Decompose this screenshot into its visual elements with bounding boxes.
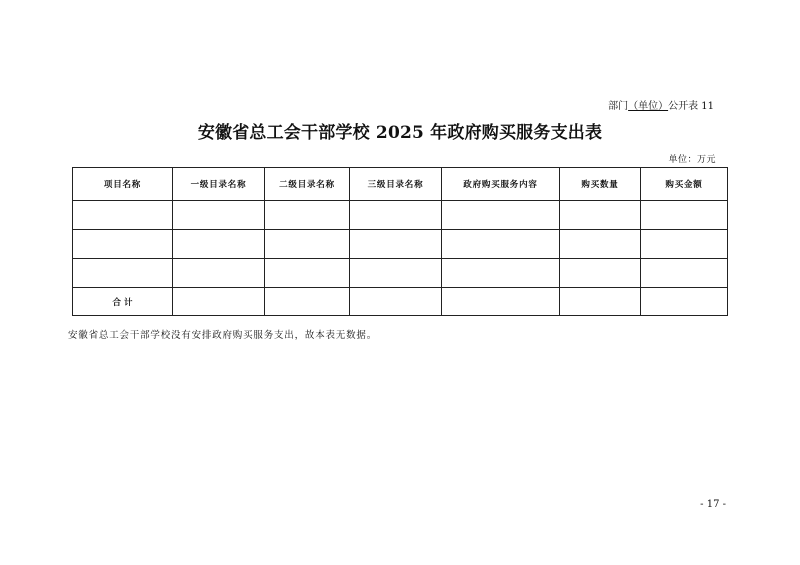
header-amount: 购买金额 xyxy=(641,168,728,201)
total-label: 合 计 xyxy=(73,288,173,316)
table-cell xyxy=(350,201,442,230)
procurement-table xyxy=(72,167,728,316)
table-cell xyxy=(442,259,560,288)
table-cell xyxy=(265,288,350,316)
table-cell xyxy=(173,201,265,230)
table-cell xyxy=(641,201,728,230)
header-level2-catalog: 二级目录名称 xyxy=(265,168,350,201)
table-cell xyxy=(173,259,265,288)
table-cell xyxy=(73,230,173,259)
unit-label: 单位：万元 xyxy=(668,155,716,165)
table-cell xyxy=(173,288,265,316)
table-cell xyxy=(350,230,442,259)
table-cell xyxy=(350,288,442,316)
table-cell xyxy=(73,201,173,230)
form-id-suffix: 公开表 11 xyxy=(668,101,714,112)
header-level3-catalog: 三级目录名称 xyxy=(350,168,442,201)
form-identifier xyxy=(608,97,714,112)
table-cell xyxy=(442,288,560,316)
table-cell xyxy=(560,201,641,230)
table-cell xyxy=(265,259,350,288)
table-cell xyxy=(265,230,350,259)
table-cell xyxy=(560,230,641,259)
table-cell xyxy=(560,259,641,288)
table-row xyxy=(73,259,728,288)
footnote: 安徽省总工会干部学校没有安排政府购买服务支出，故本表无数据。 xyxy=(68,330,378,341)
table-cell xyxy=(641,288,728,316)
header-quantity: 购买数量 xyxy=(560,168,641,201)
table-cell xyxy=(350,259,442,288)
form-id-unit-label: （单位） xyxy=(628,101,669,112)
table-cell xyxy=(442,230,560,259)
form-id-prefix: 部门 xyxy=(608,101,629,112)
table-cell xyxy=(442,201,560,230)
table-row xyxy=(73,201,728,230)
header-level1-catalog: 一级目录名称 xyxy=(173,168,265,201)
document-title: 安徽省总工会干部学校 2025 年政府购买服务支出表 xyxy=(197,123,603,143)
table-row xyxy=(73,230,728,259)
table-cell xyxy=(560,288,641,316)
table-header-row xyxy=(73,168,728,201)
table-total-row xyxy=(73,288,728,316)
page-number: - 17 - xyxy=(700,499,726,510)
header-project-name: 项目名称 xyxy=(73,168,173,201)
table-cell xyxy=(641,259,728,288)
table-cell xyxy=(641,230,728,259)
table-cell xyxy=(265,201,350,230)
table-cell xyxy=(73,259,173,288)
table-cell xyxy=(173,230,265,259)
header-service-content: 政府购买服务内容 xyxy=(442,168,560,201)
